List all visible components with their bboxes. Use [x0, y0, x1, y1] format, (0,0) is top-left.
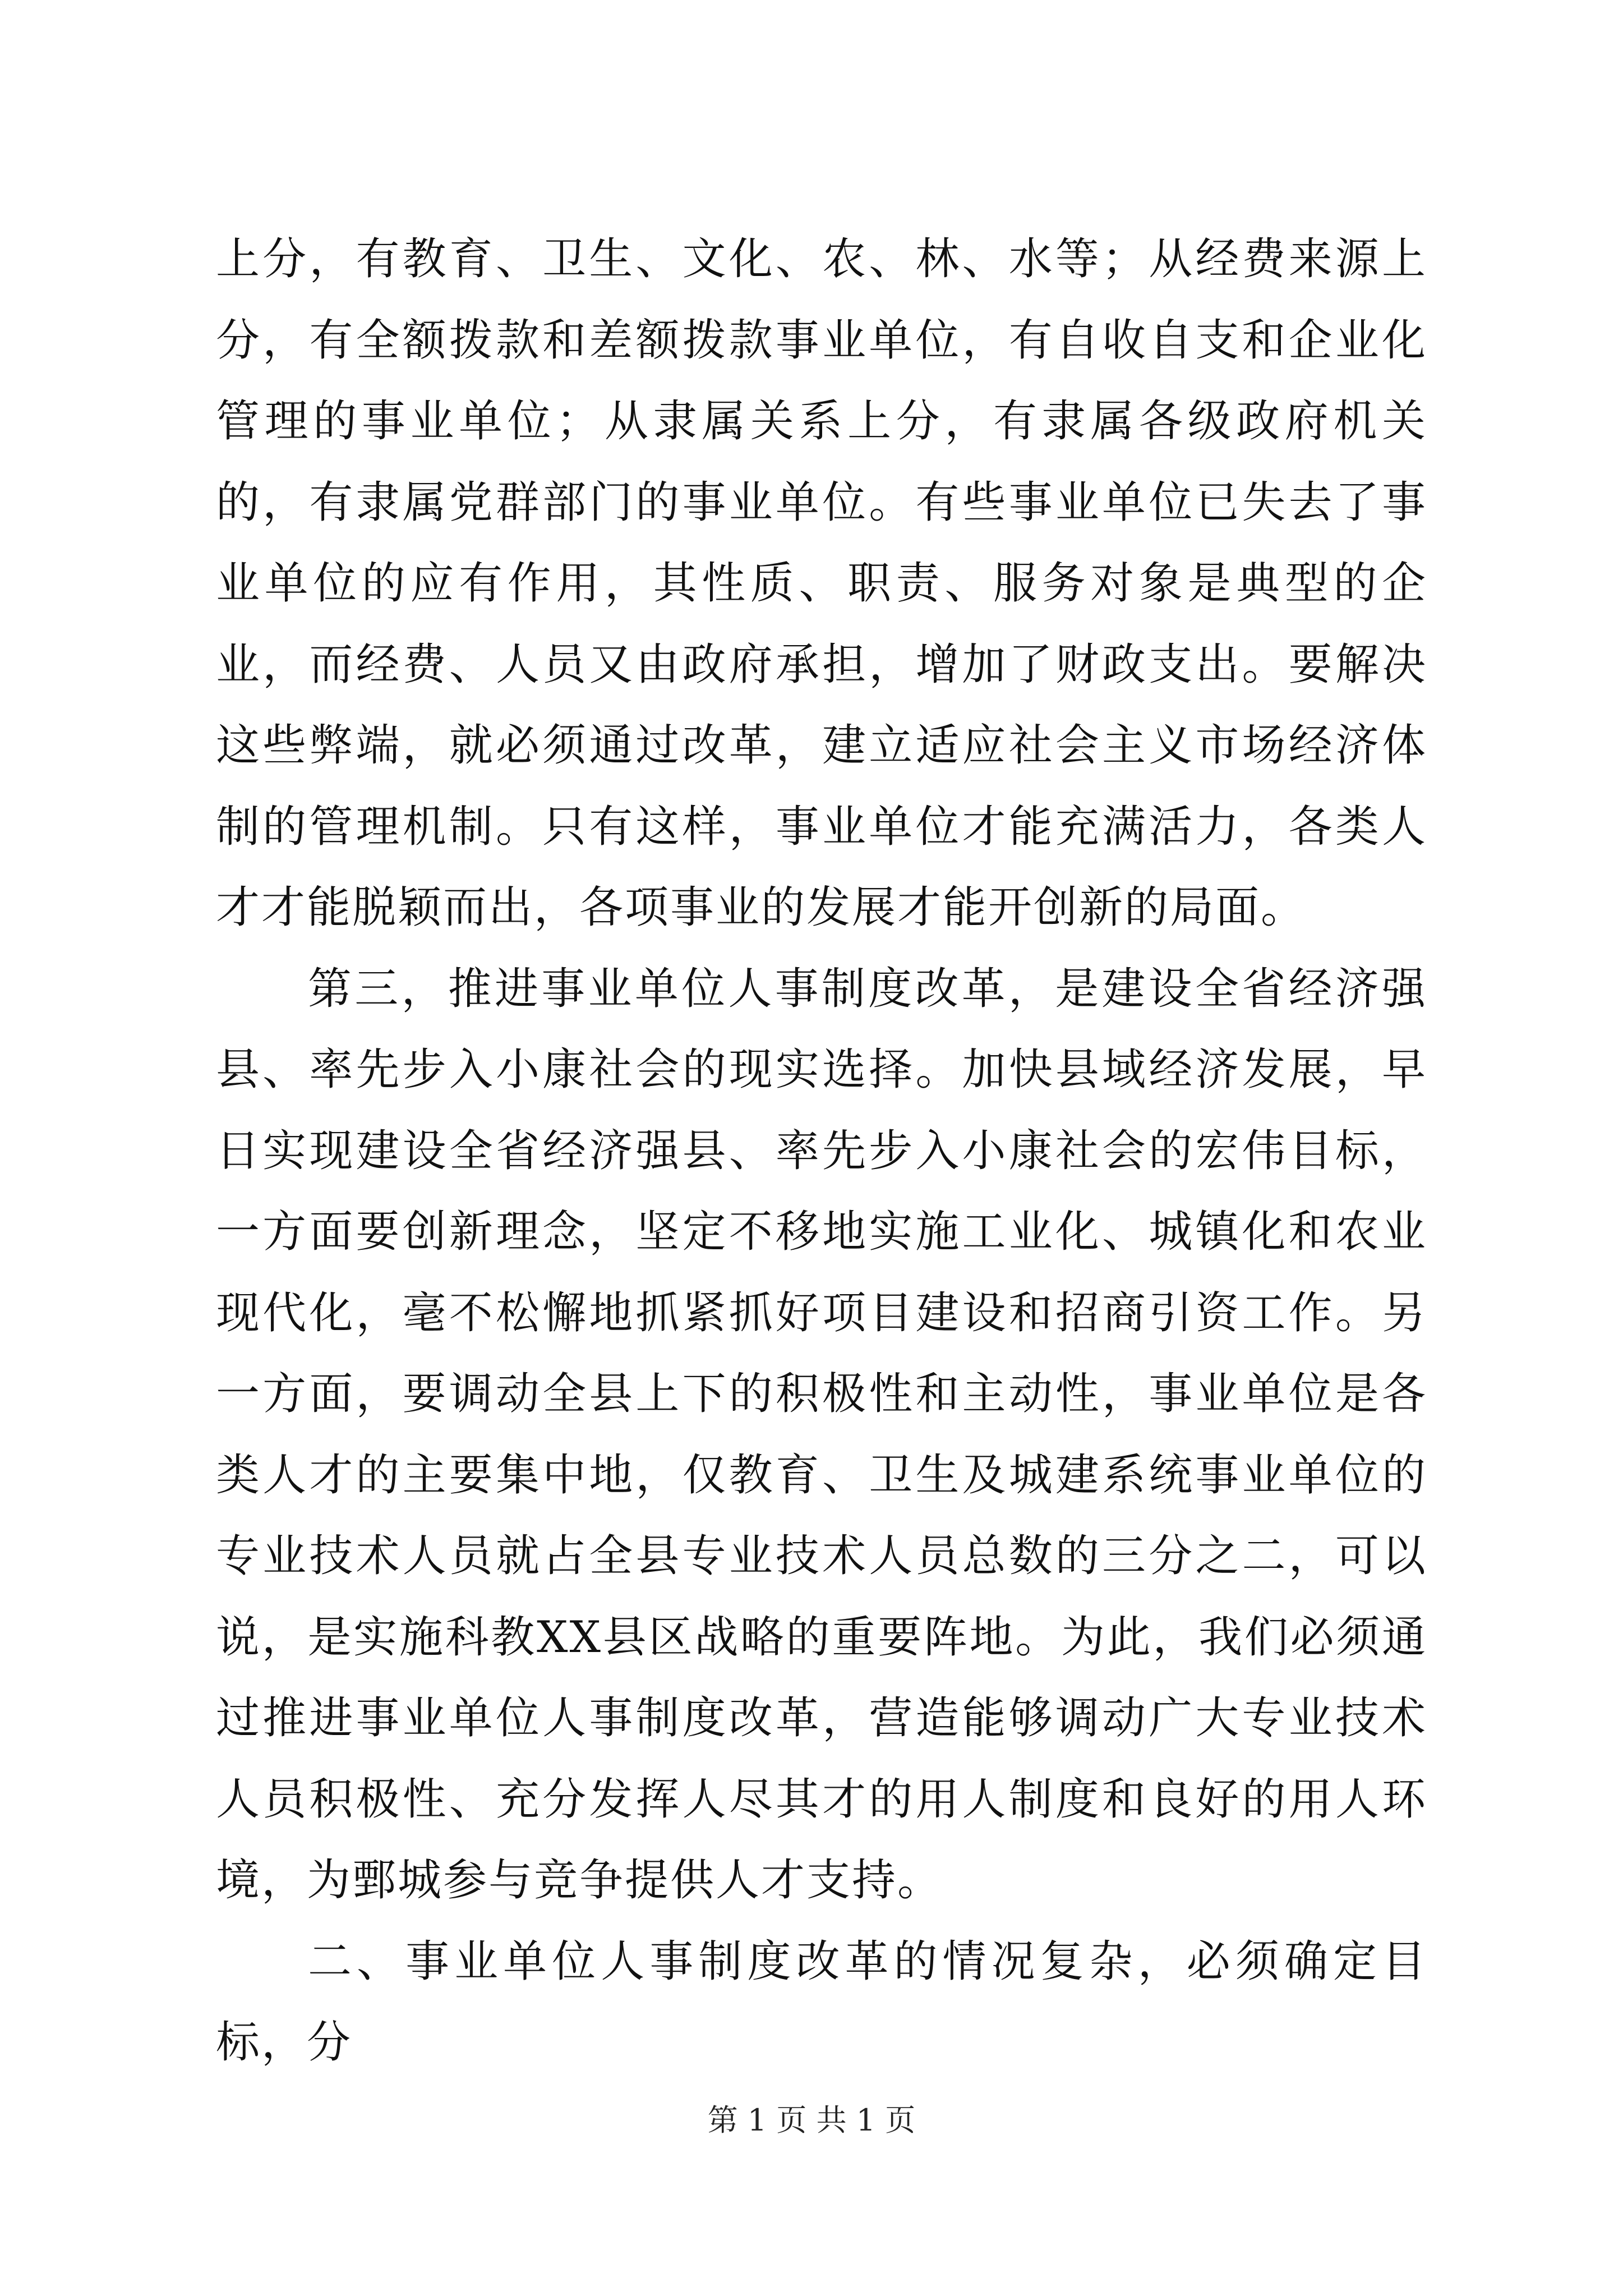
paragraph-continuation: 上分，有教育、卫生、文化、农、林、水等；从经费来源上分，有全额拨款和差额拨款事业单位，有自收自支和企业化管理的事业单位；从隶属关系上分，有隶属各级政府机关的，有隶属党群部门的事业单位。有些事业单位已失去了事业单位的应有作用，其性质、职责、服务对象是典型的企业，而经费、人员又由政府承担，增加了财政支出。要解决这些弊端，就必须通过改革，建立适应社会主义市场经济体制的管理机制。只有这样，事业单位才能充满活力，各类人才才能脱颖而出，各项事业的发展才能开创新的局面。: [216, 234, 1427, 933]
page-footer: 第 1 页 共 1 页: [707, 2102, 916, 2138]
paragraph-section-two-heading: 二、事业单位人事制度改革的情况复杂，必须确定目标，分: [216, 1936, 1427, 2068]
paragraph-third-point: 第三，推进事业单位人事制度改革，是建设全省经济强县、率先步入小康社会的现实选择。加快县域经济发展，早日实现建设全省经济强县、率先步入小康社会的宏伟目标，一方面要创新理念，坚定不移地实施工业化、城镇化和农业现代化，毫不松懈地抓紧抓好项目建设和招商引资工作。另一方面，要调动全县上下的积极性和主动性，事业单位是各类人才的主要集中地，仅教育、卫生及城建系统事业单位的专业技术人员就占全县专业技术人员总数的三分之二，可以说，是实施科教XX县区战略的重要阵地。为此，我们必须通过推进事业单位人事制度改革，营造能够调动广大专业技术人员积极性、充分发挥人尽其才的用人制度和良好的用人环境，为鄄城参与竞争提供人才支持。: [216, 963, 1427, 1906]
document-body: [216, 219, 1427, 2083]
